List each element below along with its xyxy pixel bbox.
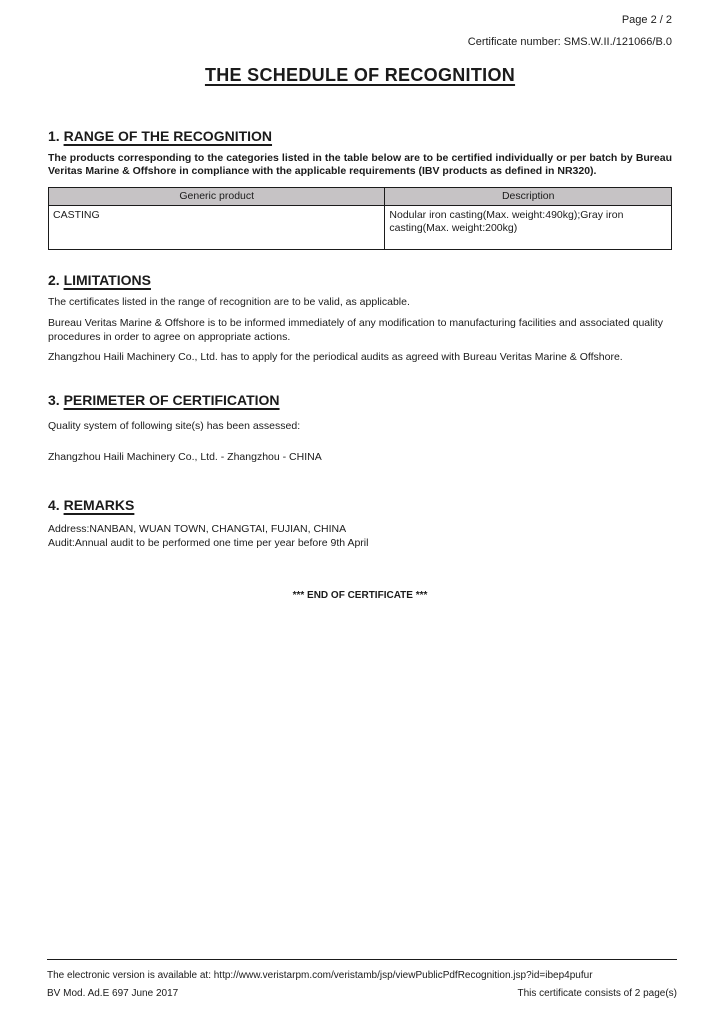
perimeter-intro: Quality system of following site(s) has been assessed: xyxy=(48,420,301,433)
section-2-number: 2. xyxy=(48,271,64,288)
page-number: Page 2 / 2 xyxy=(621,14,672,26)
certificate-number: Certificate number: SMS.W.II./121066/B.0 xyxy=(467,36,672,48)
assessed-site: Zhangzhou Haili Machinery Co., Ltd. - Zhangzhou - CHINA xyxy=(48,450,322,463)
remarks-audit-line: Audit:Annual audit to be performed one time per year before 9th April xyxy=(48,536,369,549)
section-3-title: PERIMETER OF CERTIFICATION xyxy=(63,392,280,409)
limitations-paragraph-3: Zhangzhou Haili Machinery Co., Ltd. has to apply for the periodical audits as agreed with Bureau Veritas Marine & Offshore. xyxy=(48,351,623,364)
section-1-number: 1. xyxy=(48,128,64,144)
section-4-heading xyxy=(48,497,672,513)
section-4-number: 4. xyxy=(48,497,64,514)
section-3-number: 3. xyxy=(48,392,64,409)
limitations-paragraph-2: Bureau Veritas Marine & Offshore is to be informed immediately of any modification to manufacturing facilities and associated quality procedures in order to agree on appropriate actions. xyxy=(48,317,663,343)
section-1-intro: The products corresponding to the categories listed in the table below are to be certified individually or per batch by Bureau Veritas Marine & Offshore in compliance with the applicable requirements (IBV products as defined in NR320). xyxy=(48,152,672,178)
products-table-head xyxy=(49,187,672,205)
products-table xyxy=(48,187,672,250)
cell-description: Nodular iron casting(Max. weight:490kg);Gray iron casting(Max. weight:200kg) xyxy=(385,205,672,249)
remarks-address-line: Address:NANBAN, WUAN TOWN, CHANGTAI, FUJIAN, CHINA xyxy=(48,523,347,536)
section-3-heading xyxy=(48,392,672,408)
section-1-title: RANGE OF THE RECOGNITION xyxy=(63,128,273,144)
limitations-paragraph-1: The certificates listed in the range of recognition are to be valid, as applicable. xyxy=(48,295,410,308)
page-count-note: This certificate consists of 2 page(s) xyxy=(517,988,677,999)
section-2-heading xyxy=(48,272,672,288)
section-1-heading xyxy=(48,128,672,144)
remarks-block xyxy=(48,523,672,550)
table-header-row xyxy=(49,187,672,205)
page-footer xyxy=(47,959,677,1000)
electronic-version-note: The electronic version is available at: http://www.veristarpm.com/veristamb/jsp/viewPublicPdfRecognition.jsp?id=ibep4pufur xyxy=(47,970,593,981)
form-reference: BV Mod. Ad.E 697 June 2017 xyxy=(47,988,179,999)
column-header-description: Description xyxy=(385,187,672,205)
document-title: THE SCHEDULE OF RECOGNITION xyxy=(204,65,516,85)
end-of-certificate-marker: *** END OF CERTIFICATE *** xyxy=(292,590,428,602)
column-header-generic-product: Generic product xyxy=(49,187,385,205)
products-table-body xyxy=(49,205,672,249)
footer-bottom-row xyxy=(47,987,677,1000)
cell-generic-product: CASTING xyxy=(49,205,385,249)
table-row xyxy=(49,205,672,249)
section-4-title: REMARKS xyxy=(63,497,135,514)
section-2-title: LIMITATIONS xyxy=(63,271,151,288)
